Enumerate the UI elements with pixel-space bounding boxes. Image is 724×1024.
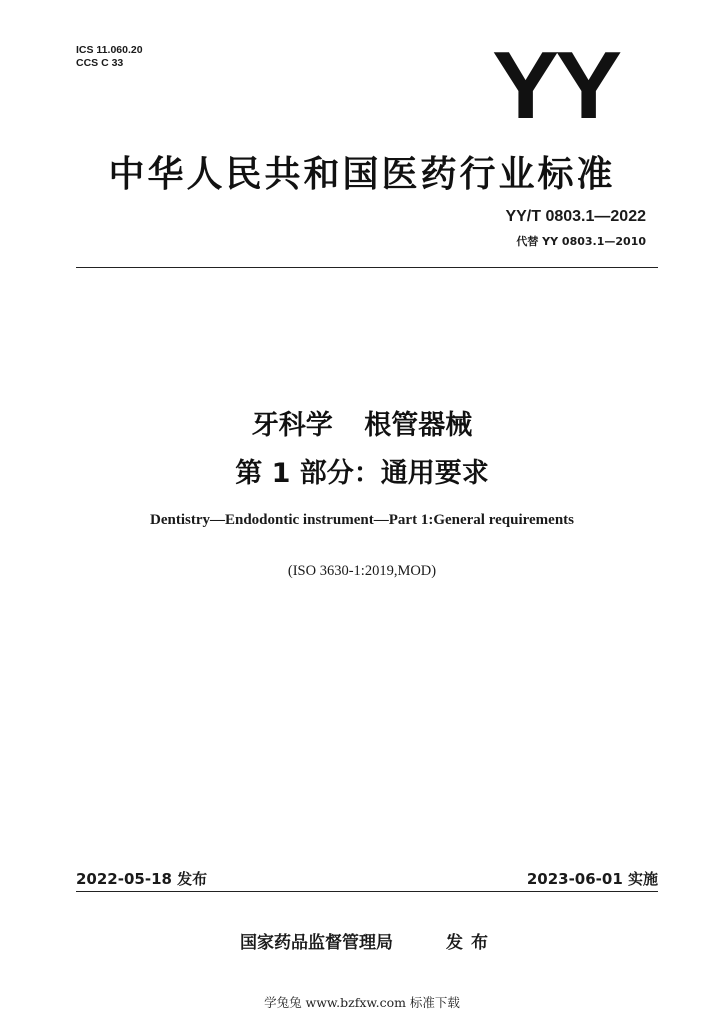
top-divider <box>76 267 658 268</box>
english-title: Dentistry—Endodontic instrument—Part 1:General requirements <box>150 512 574 528</box>
issuing-authority: 国家药品监督管理局 <box>240 933 393 953</box>
standard-number: YY/T 0803.1—2022 <box>505 208 646 225</box>
download-footer[interactable]: 学兔兔 www.bzfxw.com 标准下载 <box>264 995 460 1010</box>
iso-reference: (ISO 3630-1:2019,MOD) <box>287 563 437 579</box>
publish-date: 2022-05-18 发布 <box>76 870 208 888</box>
yy-logo: YY <box>491 32 618 139</box>
standard-category-title: 中华人民共和国医药行业标准 <box>108 154 616 195</box>
bottom-divider <box>76 891 658 892</box>
chinese-title-line-2: 第 1 部分：通用要求 <box>235 458 489 489</box>
implementation-date: 2023-06-01 实施 <box>526 870 658 888</box>
classification-codes <box>76 44 143 70</box>
chinese-title-line-1: 牙科学 根管器械 <box>251 410 473 441</box>
ics-code: ICS 11.060.20 <box>76 44 143 56</box>
replaces-standard: 代替 YY 0803.1—2010 <box>516 235 646 248</box>
ccs-code: CCS C 33 <box>76 57 124 69</box>
issue-label: 发布 <box>446 933 496 953</box>
